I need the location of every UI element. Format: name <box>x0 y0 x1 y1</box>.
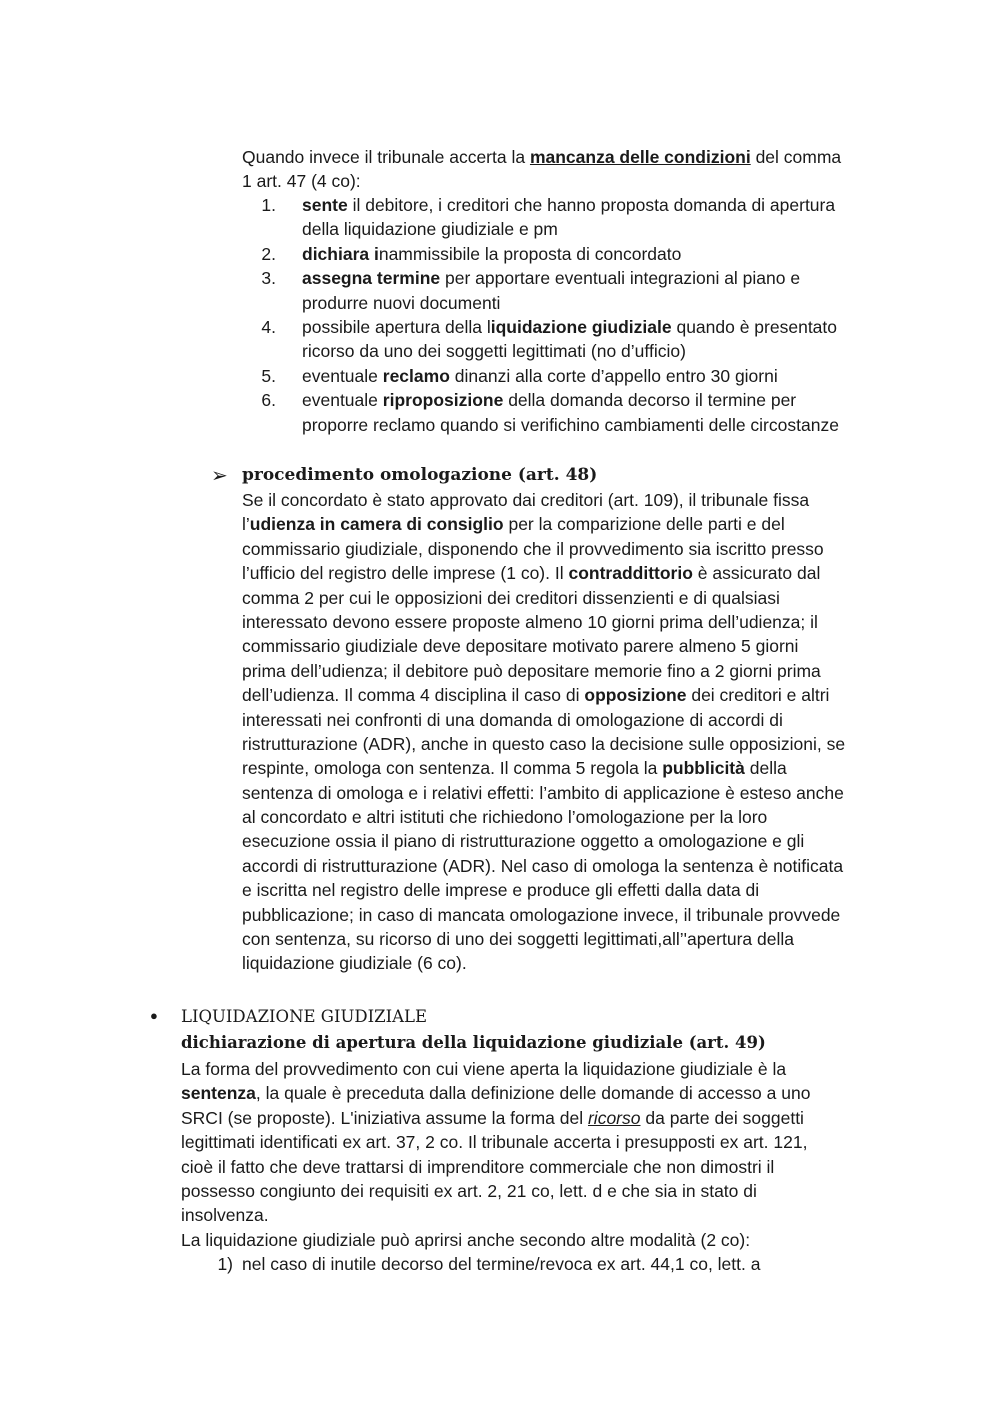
numbered-list <box>242 193 922 437</box>
list-number: 6. <box>261 390 276 411</box>
section-heading: procedimento omologazione (art. 48) <box>242 465 598 485</box>
arrow-bullet-icon: ➢ <box>211 463 228 487</box>
bullet-dot-icon: ● <box>150 1008 158 1023</box>
list-item: 4. possibile apertura della liquidazione giudiziale quando è presentato ricorso da uno dei soggetti legittimati (no d’ufficio) <box>242 315 922 364</box>
list-number: 2. <box>261 243 276 264</box>
list-item: 5. eventuale reclamo dinanzi alla corte d’appello entro 30 giorni <box>242 364 922 388</box>
section-body: Se il concordato è stato approvato dai creditori (art. 109), il tribunale fissa l’udienza in camera di consiglio per la comparizione delle parti e del commissario giudiziale, disponendo che il provvedimento sia iscritto presso l’ufficio del registro delle imprese (1 co). Il contraddittorio è assicurato dal comma 2 per cui le opposizioni dei creditori dissenzienti e di qualsiasi interessato devono essere proposte almeno 10 giorni prima dell’udienza; il commissario giudiziale deve depositare motivato parere almeno 5 giorni prima dell’udienza; il debitore può depositare memorie fino a 2 giorni prima dell’udienza. Il comma 4 disciplina il caso di opposizione dei creditori e altri interessati nei confronti di una domanda di omologazione di accordi di ristrutturazione (ADR), anche in questo caso la decisione sulle opposizioni, se respinte, omologa con sentenza. Il comma 5 regola la pubblicità della sentenza di omologa e i relativi effetti: l’ambito di applicazione è esteso anche al concordato e altri istituti che richiedono l’omologazione per la loro esecuzione ossia il piano di ristrutturazione oggetto a omologazione e gli accordi di ristrutturazione (ADR). Nel caso di omologa la sentenza è notificata e iscritta nel registro delle imprese e produce gli effetti dalla data di pubblicazione; in caso di mancata omologazione invece, il tribunale provvede con sentenza, su ricorso di uno dei soggetti legittimati,all’'apertura della liquidazione giudiziale (6 co). <box>242 490 846 974</box>
section-title: LIQUIDAZIONE GIUDIZIALE <box>181 1007 428 1026</box>
list-number: 1) <box>217 1254 233 1275</box>
list-item: 3. assegna termine per apportare eventuali integrazioni al piano e produrre nuovi documenti <box>242 266 922 315</box>
intro-emphasis: mancanza delle condizioni <box>529 147 751 167</box>
list-number: 1. <box>261 195 276 215</box>
section3-body: La forma del provvedimento con cui viene aperta la liquidazione giudiziale è la sentenza, la quale è preceduta dalla definizione delle domande di accesso a uno SRCI (se proposte). L'iniziativa assume la forma del ricorso da parte dei soggetti legittimati identificati ex art. 37, 2 co. Il tribunale accerta i presupposti ex art. 121, cioè il fatto che deve trattarsi di imprenditore commerciale che non dimostri il possesso congiunto dei requisiti ex art. 2, 21 co, lett. d e che sia in stato di insolvenza. La liquidazione giudiziale può aprirsi anche secondo altre modalità (2 co): 1) nel caso di inutile decorso del termine/revoca ex art. 44,1 co, lett. a <box>181 1057 901 1277</box>
list-item: 2. dichiara inammissibile la proposta di concordato <box>242 242 922 266</box>
section-subtitle: dichiarazione di apertura della liquidazione giudiziale (art. 49) <box>181 1033 766 1052</box>
list-item: 1. sente il debitore, i creditori che hanno proposta domanda di apertura della liquidazione giudiziale e pm <box>242 193 922 242</box>
list-item: 1) nel caso di inutile decorso del termine/revoca ex art. 44,1 co, lett. a <box>181 1252 901 1276</box>
intro-line-2: 1 art. 47 (4 co): <box>242 171 361 192</box>
list-number: 3. <box>261 268 276 289</box>
list-number: 4. <box>261 316 276 337</box>
list-number: 5. <box>261 365 276 386</box>
intro-line-1: Quando invece il tribunale accerta la mancanza delle condizioni del comma <box>242 147 842 167</box>
section-intro <box>242 145 902 194</box>
list-item: 6. eventuale riproposizione della domanda decorso il termine per proporre reclamo quando si verifichino cambiamenti delle circostanze <box>242 388 922 437</box>
